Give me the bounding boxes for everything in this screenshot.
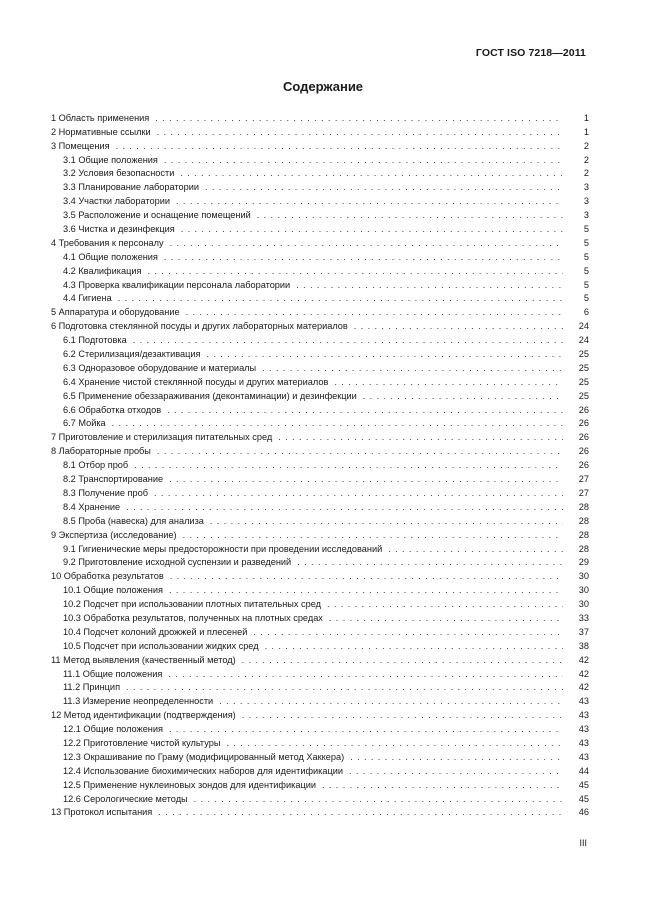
toc-entry-label: 10.5 Подсчет при использовании жидких сред	[63, 640, 259, 651]
toc-entry-page: 28	[578, 515, 589, 526]
toc-entry[interactable]	[51, 207, 589, 221]
toc-entry[interactable]	[51, 110, 589, 124]
dot-leader	[265, 641, 563, 652]
toc-entry[interactable]	[51, 499, 589, 513]
toc-entry[interactable]	[51, 124, 589, 138]
toc-entry[interactable]	[51, 193, 589, 207]
dot-leader	[180, 168, 563, 179]
toc-entry[interactable]	[51, 721, 589, 735]
toc-entry-page: 43	[578, 710, 589, 721]
toc-entry-page: 42	[578, 654, 589, 665]
dot-leader	[349, 766, 563, 777]
dot-leader	[334, 377, 563, 388]
toc-entry[interactable]	[51, 666, 589, 680]
dot-leader	[242, 710, 563, 721]
toc-entry-page: 45	[578, 793, 589, 804]
toc-entry[interactable]	[51, 707, 589, 721]
toc-entry-label: 3.4 Участки лаборатории	[63, 196, 171, 207]
toc-entry[interactable]	[51, 555, 589, 569]
dot-leader	[164, 155, 563, 166]
dot-leader	[388, 544, 563, 555]
toc-entry-page: 3	[583, 196, 589, 207]
toc-entry[interactable]	[51, 693, 589, 707]
toc-entry-page: 3	[583, 210, 589, 221]
toc-entry[interactable]	[51, 680, 589, 694]
toc-entry-page: 2	[583, 168, 589, 179]
dot-leader	[181, 224, 563, 235]
toc-entry[interactable]	[51, 166, 589, 180]
toc-entry[interactable]	[51, 610, 589, 624]
toc-entry-page: 5	[583, 279, 589, 290]
dot-leader	[278, 432, 563, 443]
toc-entry[interactable]	[51, 235, 589, 249]
toc-entry[interactable]	[51, 179, 589, 193]
toc-entry-label: 4.3 Проверка квалификации персонала лаборатории	[63, 279, 291, 290]
toc-entry-page: 25	[578, 362, 589, 373]
dot-leader	[116, 141, 563, 152]
toc-entry-page: 30	[578, 585, 589, 596]
toc-entry-label: 1 Область применения	[51, 112, 150, 123]
page-title: Содержание	[282, 79, 364, 94]
dot-leader	[167, 405, 563, 416]
toc-entry-page: 1	[583, 126, 589, 137]
toc-entry[interactable]	[51, 332, 589, 346]
toc-entry-label: 6 Подготовка стеклянной посуды и других лабораторных материалов	[51, 321, 348, 332]
toc-entry[interactable]	[51, 527, 589, 541]
toc-entry-page: 26	[578, 404, 589, 415]
toc-entry-page: 26	[578, 432, 589, 443]
dot-leader	[164, 252, 563, 263]
toc-entry[interactable]	[51, 263, 589, 277]
toc-entry-label: 10 Обработка результатов	[51, 571, 164, 582]
dot-leader	[112, 418, 563, 429]
toc-entry-page: 3	[583, 182, 589, 193]
toc-entry-page: 24	[578, 321, 589, 332]
toc-entry-page: 44	[578, 765, 589, 776]
dot-leader	[170, 571, 563, 582]
toc-entry-label: 6.2 Стерилизация/дезактивация	[63, 349, 201, 360]
toc-entry[interactable]	[51, 624, 589, 638]
toc-entry-page: 37	[578, 626, 589, 637]
dot-leader	[210, 516, 563, 527]
dot-leader	[169, 724, 563, 735]
toc-entry[interactable]	[51, 277, 589, 291]
toc-entry-label: 9 Экспертиза (исследование)	[51, 529, 177, 540]
toc-entry[interactable]	[51, 735, 589, 749]
toc-entry-page: 25	[578, 376, 589, 387]
toc-entry-label: 10.4 Подсчет колоний дрожжей и плесеней	[63, 626, 248, 637]
toc-entry-page: 42	[578, 668, 589, 679]
toc-entry-page: 45	[578, 779, 589, 790]
toc-entry[interactable]	[51, 541, 589, 555]
toc-entry-page: 27	[578, 487, 589, 498]
toc-entry-label: 12.4 Использование биохимических наборов для идентификации	[63, 765, 344, 776]
toc-entry-label: 10.1 Общие положения	[63, 585, 163, 596]
toc-entry-label: 11.1 Общие положения	[63, 668, 163, 679]
toc-entry[interactable]	[51, 402, 589, 416]
toc-entry-page: 28	[578, 543, 589, 554]
dot-leader	[176, 196, 563, 207]
toc-entry-page: 43	[578, 751, 589, 762]
toc-entry[interactable]	[51, 582, 589, 596]
dot-leader	[147, 266, 563, 277]
dot-leader	[354, 321, 563, 332]
toc-entry-label: 12.1 Общие положения	[63, 724, 163, 735]
toc-entry-page: 42	[578, 682, 589, 693]
dot-leader	[126, 502, 563, 513]
toc-entry-label: 12.6 Серологические методы	[63, 793, 188, 804]
toc-entry-page: 46	[578, 807, 589, 818]
toc-entry-label: 2 Нормативные ссылки	[51, 126, 151, 137]
dot-leader	[205, 182, 563, 193]
toc-entry[interactable]	[51, 805, 589, 819]
dot-leader	[168, 669, 563, 680]
dot-leader	[157, 446, 563, 457]
toc-entry-label: 12.3 Окрашивание по Граму (модифицированный метод Хаккера)	[63, 751, 345, 762]
toc-entry-label: 11.2 Принцип	[63, 682, 121, 693]
toc-entry-label: 4.2 Квалификация	[63, 265, 142, 276]
dot-leader	[118, 293, 563, 304]
toc-entry-label: 6.3 Одноразовое оборудование и материалы	[63, 362, 257, 373]
toc-entry[interactable]	[51, 152, 589, 166]
toc-entry[interactable]	[51, 485, 589, 499]
toc-entry-label: 8 Лабораторные пробы	[51, 446, 151, 457]
dot-leader	[322, 780, 563, 791]
toc-entry-page: 5	[583, 224, 589, 235]
toc-entry-label: 9.1 Гигиенические меры предосторожности при проведении исследований	[63, 543, 383, 554]
toc-entry-page: 26	[578, 446, 589, 457]
dot-leader	[158, 807, 563, 818]
dot-leader	[219, 696, 563, 707]
toc-entry-label: 11.3 Измерение неопределенности	[63, 696, 214, 707]
dot-leader	[206, 349, 563, 360]
toc-entry-page: 28	[578, 501, 589, 512]
dot-leader	[169, 474, 563, 485]
toc-entry-label: 3 Помещения	[51, 140, 110, 151]
toc-entry-page: 5	[583, 293, 589, 304]
standard-code: ГОСТ ISO 7218—2011	[475, 47, 586, 59]
toc-entry[interactable]	[51, 304, 589, 318]
toc-entry-label: 6.6 Обработка отходов	[63, 404, 162, 415]
toc-entry-label: 6.5 Применение обеззараживания (деконтаминации) и дезинфекции	[63, 390, 357, 401]
dot-leader	[262, 363, 563, 374]
toc-entry-page: 5	[583, 237, 589, 248]
toc-entry[interactable]	[51, 318, 589, 332]
dot-leader	[169, 585, 563, 596]
toc-entry[interactable]	[51, 138, 589, 152]
dot-leader	[134, 460, 563, 471]
toc-entry[interactable]	[51, 513, 589, 527]
toc-entry[interactable]	[51, 596, 589, 610]
dot-leader	[329, 613, 563, 624]
toc-entry-label: 11 Метод выявления (качественный метод)	[51, 654, 236, 665]
toc-entry-page: 43	[578, 737, 589, 748]
toc-entry[interactable]	[51, 652, 589, 666]
toc-entry-page: 24	[578, 335, 589, 346]
toc-entry-page: 25	[578, 349, 589, 360]
toc-entry[interactable]	[51, 374, 589, 388]
toc-entry-label: 6.1 Подготовка	[63, 335, 127, 346]
toc-entry-label: 13 Протокол испытания	[51, 807, 153, 818]
toc-entry-label: 4.4 Гигиена	[63, 293, 112, 304]
toc-entry[interactable]	[51, 749, 589, 763]
toc-entry-label: 12 Метод идентификации (подтверждения)	[51, 710, 236, 721]
toc-entry-label: 8.2 Транспортирование	[63, 474, 164, 485]
toc-entry-label: 10.3 Обработка результатов, полученных на плотных средах	[63, 612, 323, 623]
toc-entry-label: 9.2 Приготовление исходной суспензии и разведений	[63, 557, 292, 568]
toc-entry-page: 26	[578, 460, 589, 471]
toc-entry-page: 27	[578, 474, 589, 485]
toc-entry-label: 12.5 Применение нуклеиновых зондов для идентификации	[63, 779, 316, 790]
toc-entry-label: 3.2 Условия безопасности	[63, 168, 175, 179]
toc-entry[interactable]	[51, 471, 589, 485]
toc-entry-label: 3.3 Планирование лаборатории	[63, 182, 200, 193]
toc-entry-page: 38	[578, 640, 589, 651]
toc-entry-label: 3.6 Чистка и дезинфекция	[63, 224, 175, 235]
toc-entry[interactable]	[51, 416, 589, 430]
toc-entry-page: 26	[578, 418, 589, 429]
toc-entry-label: 10.2 Подсчет при использовании плотных питательных сред	[63, 599, 322, 610]
toc-entry-label: 5 Аппаратура и оборудование	[51, 307, 180, 318]
toc-entry-label: 3.1 Общие положения	[63, 154, 158, 165]
toc-entry-page: 29	[578, 557, 589, 568]
toc-entry-label: 6.4 Хранение чистой стеклянной посуды и других материалов	[63, 376, 329, 387]
toc-entry-page: 2	[583, 140, 589, 151]
toc-entry[interactable]	[51, 791, 589, 805]
dot-leader	[126, 682, 563, 693]
toc-entry-label: 8.5 Проба (навеска) для анализа	[63, 515, 204, 526]
toc-entry[interactable]	[51, 346, 589, 360]
dot-leader	[363, 391, 563, 402]
toc-entry[interactable]	[51, 457, 589, 471]
toc-entry-label: 4.1 Общие положения	[63, 251, 158, 262]
toc-entry-label: 12.2 Приготовление чистой культуры	[63, 737, 221, 748]
toc-entry[interactable]	[51, 638, 589, 652]
dot-leader	[350, 752, 563, 763]
toc-entry[interactable]	[51, 777, 589, 791]
toc-entry-page: 43	[578, 724, 589, 735]
toc-entry-page: 5	[583, 265, 589, 276]
toc-entry-page: 33	[578, 612, 589, 623]
toc-entry-label: 8.3 Получение проб	[63, 487, 149, 498]
toc-entry-label: 7 Приготовление и стерилизация питательных сред	[51, 432, 273, 443]
toc-entry-label: 4 Требования к персоналу	[51, 237, 164, 248]
toc-entry-page: 25	[578, 390, 589, 401]
toc-entry-label: 6.7 Мойка	[63, 418, 106, 429]
toc-entry[interactable]	[51, 568, 589, 582]
toc-entry-page: 2	[583, 154, 589, 165]
toc-entry-label: 3.5 Расположение и оснащение помещений	[63, 210, 251, 221]
toc-entry[interactable]	[51, 388, 589, 402]
dot-leader	[226, 738, 563, 749]
dot-leader	[154, 488, 563, 499]
toc-entry-label: 8.4 Хранение	[63, 501, 121, 512]
toc-entry-page: 6	[583, 307, 589, 318]
toc-entry[interactable]	[51, 291, 589, 305]
toc-entry-page: 43	[578, 696, 589, 707]
dot-leader	[157, 127, 563, 138]
toc-entry[interactable]	[51, 443, 589, 457]
toc-entry-page: 30	[578, 571, 589, 582]
toc-entry-page: 28	[578, 529, 589, 540]
toc-entry-page: 5	[583, 251, 589, 262]
dot-leader	[155, 113, 563, 124]
toc-entry[interactable]	[51, 429, 589, 443]
dot-leader	[133, 335, 563, 346]
dot-leader	[242, 655, 563, 666]
dot-leader	[183, 530, 563, 541]
dot-leader	[186, 307, 563, 318]
page-number: III	[579, 838, 587, 848]
dot-leader	[257, 210, 563, 221]
toc-entry-page: 1	[583, 112, 589, 123]
dot-leader	[327, 599, 563, 610]
toc-entry[interactable]	[51, 763, 589, 777]
dot-leader	[194, 794, 563, 805]
toc-entry-label: 8.1 Отбор проб	[63, 460, 129, 471]
table-of-contents	[51, 110, 589, 818]
dot-leader	[297, 557, 563, 568]
toc-entry[interactable]	[51, 249, 589, 263]
dot-leader	[170, 238, 563, 249]
toc-entry[interactable]	[51, 360, 589, 374]
dot-leader	[296, 280, 563, 291]
dot-leader	[253, 627, 563, 638]
toc-entry[interactable]	[51, 221, 589, 235]
toc-entry-page: 30	[578, 599, 589, 610]
